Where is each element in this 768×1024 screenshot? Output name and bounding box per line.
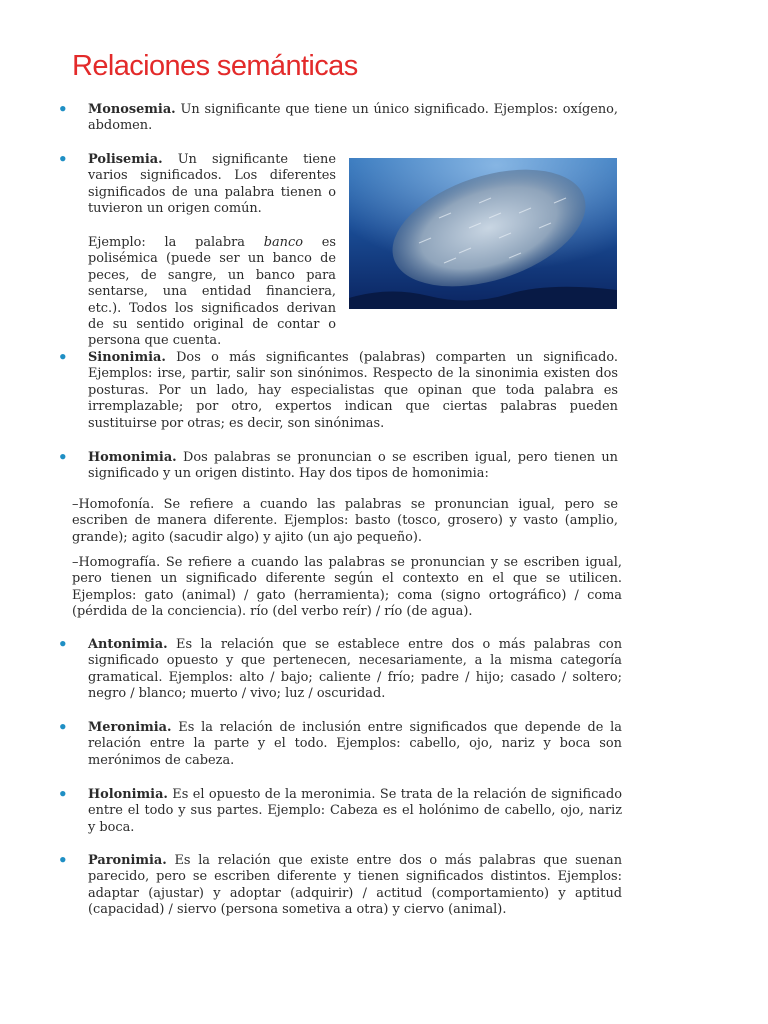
list-item-homonimia — [58, 448, 618, 483]
bullet-icon: • — [58, 150, 68, 168]
term-label: Monosemia. — [88, 102, 176, 117]
homografia-paragraph: –Homografía. Se refiere a cuando las palabras se pronuncian y se escriben igual, pero tienen un significado diferente según el contexto en el que se utilicen. Ejemplos: gato (animal) / gato (herramienta); coma (signo ortográfico) / coma (pérdida de la conciencia). río (del verbo reír) / río (de agua). — [72, 555, 622, 620]
school-of-fish-photo — [349, 158, 617, 309]
bullet-icon: • — [58, 635, 68, 653]
definition-text: Es la relación que existe entre dos o más palabras que suenan parecido, pero se escriben diferente y tienen significados distintos. Ejemplos: adaptar (ajustar) y adoptar (adquirir) / actitud (comportamiento) y aptitud (capacidad) / siervo (persona sometiva a otra) y ciervo (animal). — [88, 853, 622, 918]
bullet-icon: • — [58, 851, 68, 869]
example-word: banco — [263, 235, 303, 250]
list-item-paronimia — [58, 851, 622, 919]
term-label: Sinonimia. — [88, 350, 166, 365]
homofonia-paragraph: –Homofonía. Se refiere a cuando las palabras se pronuncian igual, pero se escriben de manera diferente. Ejemplos: basto (tosco, grosero) y vasto (amplio, grande); agito (sacudir algo) y ajito (un ajo pequeño). — [72, 497, 618, 545]
definition-text: Dos palabras se pronuncian o se escriben igual, pero tienen un significado y un origen distinto. Hay dos tipos de homonimia: — [88, 450, 618, 482]
list-item-polisemia — [58, 150, 336, 218]
term-label: Homonimia. — [88, 450, 177, 465]
definition-text: Un significante que tiene un único significado. Ejemplos: oxígeno, abdomen. — [88, 102, 618, 134]
definition-text: Es la relación que se establece entre dos o más palabras con significado opuesto y que pertenecen, necesariamente, a la misma categoría gramatical. Ejemplos: alto / bajo; caliente / frío; padre / hijo; casado / soltero; negro / blanco; muerto / vivo; luz / oscuridad. — [88, 637, 622, 702]
term-label: Polisemia. — [88, 152, 163, 167]
term-label: Paronimia. — [88, 853, 167, 868]
definition-text: Es la relación de inclusión entre significados que depende de la relación entre la parte y el todo. Ejemplos: cabello, ojo, nariz y boca son merónimos de cabeza. — [88, 720, 622, 768]
bullet-icon: • — [58, 718, 68, 736]
bullet-icon: • — [58, 448, 68, 466]
term-label: Antonimia. — [88, 637, 168, 652]
page-title: Relaciones semánticas — [72, 50, 358, 82]
list-item-holonimia — [58, 785, 622, 836]
list-item-meronimia — [58, 718, 622, 769]
bullet-icon: • — [58, 785, 68, 803]
list-item-monosemia — [58, 100, 618, 135]
definition-text: Es el opuesto de la meronimia. Se trata de la relación de significado entre el todo y sus partes. Ejemplo: Cabeza es el holónimo de cabello, ojo, nariz y boca. — [88, 787, 622, 835]
list-item-antonimia — [58, 635, 622, 703]
example-text-end: es polisémica (puede ser un banco de peces, de sangre, un banco para sentarse, una entidad financiera, etc.). Todos los significados derivan de su sentido original de contar o persona que cuenta. — [88, 235, 336, 349]
term-label: Holonimia. — [88, 787, 168, 802]
definition-text: Un significante tiene varios significados. Los diferentes significados de una palabra tienen o tuvieron un origen común. — [88, 152, 336, 217]
example-text-start: Ejemplo: la palabra — [88, 235, 264, 250]
polisemia-example — [72, 235, 336, 350]
term-label: Meronimia. — [88, 720, 172, 735]
list-item-sinonimia — [58, 348, 618, 432]
definition-text: Dos o más significantes (palabras) comparten un significado. Ejemplos: irse, partir, salir son sinónimos. Respecto de la sinonimia existen dos posturas. Por un lado, hay especialistas que opinan que toda palabra es irremplazable; por otro, expertos indican que ciertas palabras pueden sustituirse por otras; es decir, son sinónimas. — [88, 350, 618, 431]
bullet-icon: • — [58, 100, 68, 118]
bullet-icon: • — [58, 348, 68, 366]
